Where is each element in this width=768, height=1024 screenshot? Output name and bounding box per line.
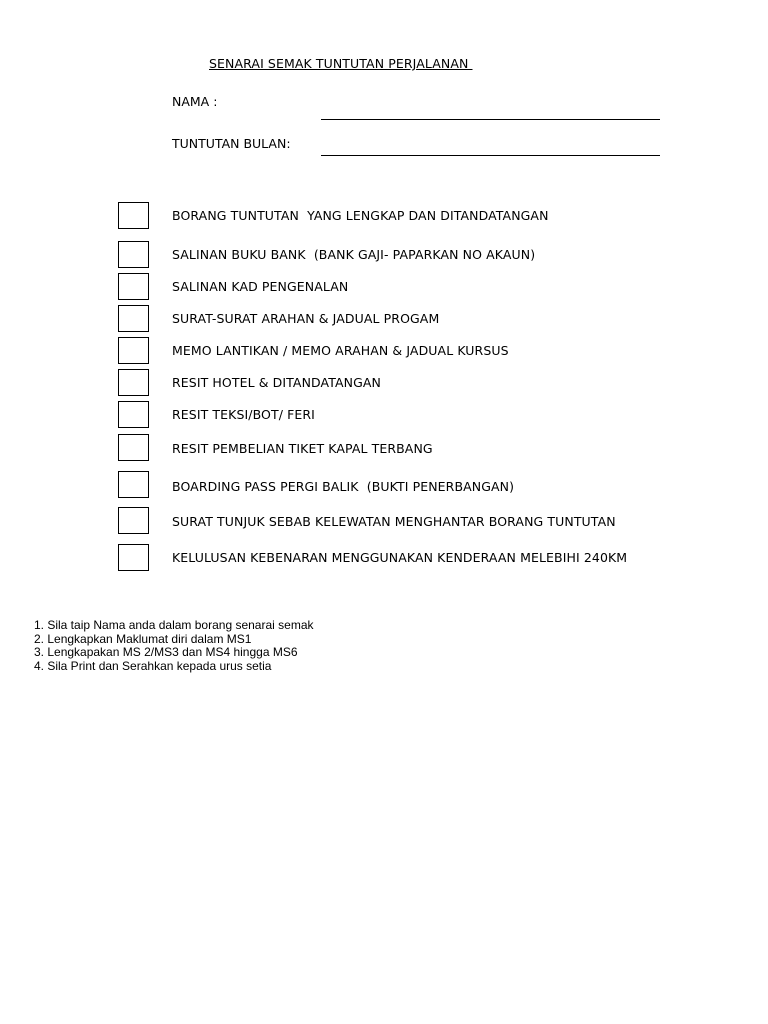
checkbox[interactable]: [118, 241, 149, 268]
checklist-item-label: SALINAN KAD PENGENALAN: [172, 279, 349, 294]
instructions-list: [34, 619, 314, 673]
checkbox[interactable]: [118, 471, 149, 498]
instruction-item: 1. Sila taip Nama anda dalam borang senarai semak: [34, 618, 314, 632]
checklist-item-label: RESIT PEMBELIAN TIKET KAPAL TERBANG: [172, 441, 433, 456]
checklist-item-label: SURAT-SURAT ARAHAN & JADUAL PROGAM: [172, 311, 440, 326]
checklist-item-label: MEMO LANTIKAN / MEMO ARAHAN & JADUAL KURSUS: [172, 343, 509, 358]
checkbox[interactable]: [118, 273, 149, 300]
checkbox[interactable]: [118, 544, 149, 571]
checklist-item-label: RESIT TEKSI/BOT/ FERI: [172, 407, 315, 422]
checklist-item-label: KELULUSAN KEBENARAN MENGGUNAKAN KENDERAAN MELEBIHI 240KM: [172, 550, 628, 565]
instruction-item: 4. Sila Print dan Serahkan kepada urus setia: [34, 658, 272, 673]
checklist-item-label: BOARDING PASS PERGI BALIK (BUKTI PENERBANGAN): [172, 479, 515, 494]
checkbox[interactable]: [118, 401, 149, 428]
checkbox[interactable]: [118, 507, 149, 534]
claim-month-input-line[interactable]: [321, 155, 660, 156]
name-input-line[interactable]: [321, 119, 660, 120]
checkbox[interactable]: [118, 434, 149, 461]
checkbox[interactable]: [118, 369, 149, 396]
checklist-item-label: BORANG TUNTUTAN YANG LENGKAP DAN DITANDATANGAN: [172, 208, 549, 223]
checkbox[interactable]: [118, 202, 149, 229]
form-title: SENARAI SEMAK TUNTUTAN PERJALANAN: [209, 56, 473, 71]
claim-month-label: TUNTUTAN BULAN:: [172, 136, 291, 151]
checklist-item-label: SALINAN BUKU BANK (BANK GAJI- PAPARKAN NO AKAUN): [172, 247, 536, 262]
name-label: NAMA :: [172, 94, 218, 109]
checkbox[interactable]: [118, 305, 149, 332]
checklist-item-label: SURAT TUNJUK SEBAB KELEWATAN MENGHANTAR BORANG TUNTUTAN: [172, 514, 616, 529]
checkbox[interactable]: [118, 337, 149, 364]
instruction-item: 3. Lengkapakan MS 2/MS3 dan MS4 hingga MS6: [34, 645, 298, 659]
checklist-item-label: RESIT HOTEL & DITANDATANGAN: [172, 375, 381, 390]
instruction-item: 2. Lengkapkan Maklumat diri dalam MS1: [34, 631, 252, 646]
